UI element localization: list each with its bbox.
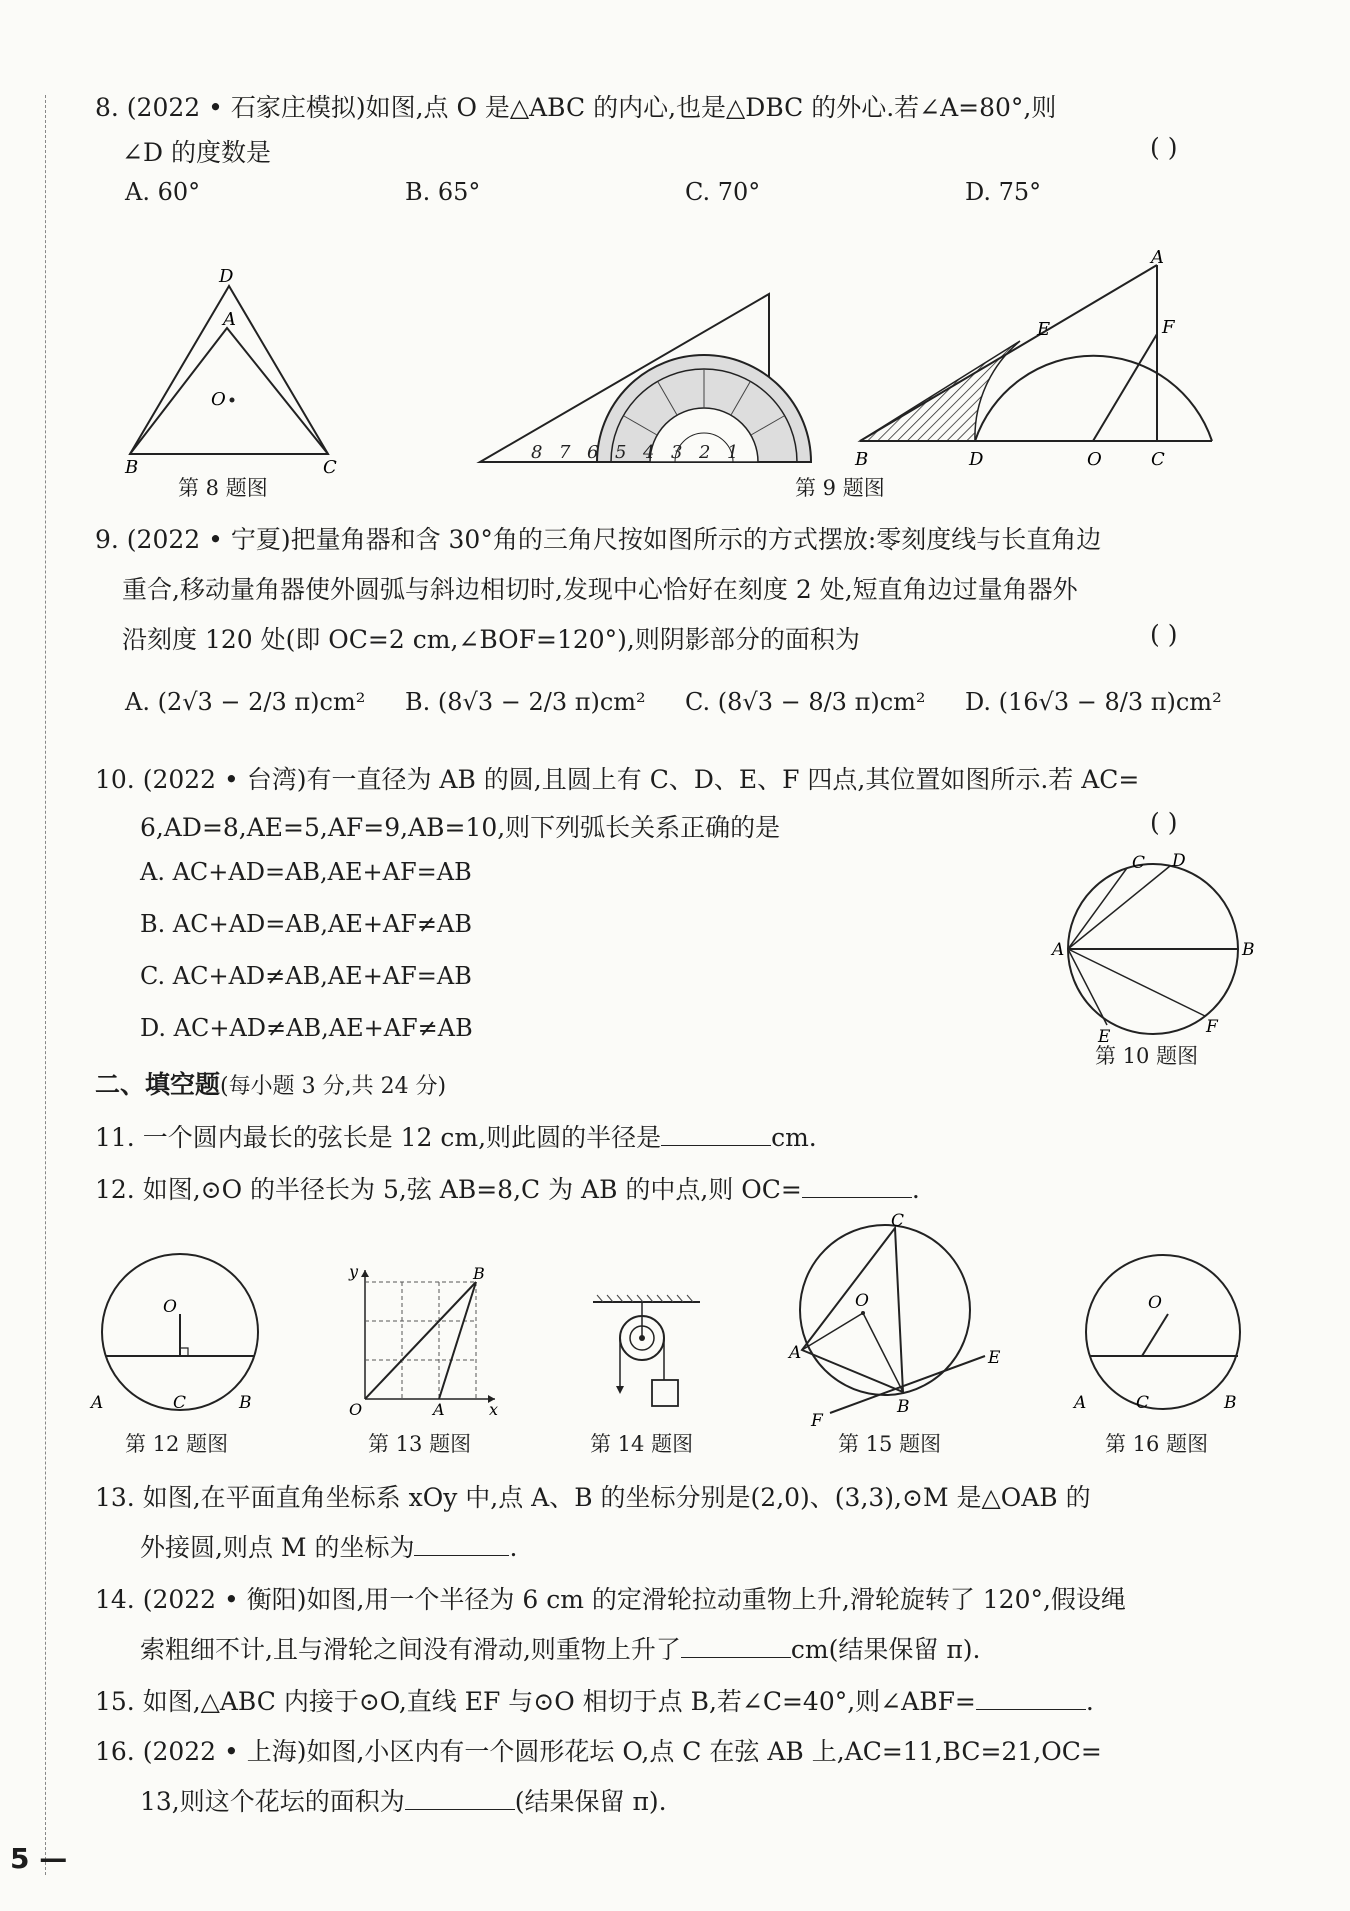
svg-text:O: O <box>163 1297 177 1317</box>
q8-option-d: D. 75° <box>965 178 1042 206</box>
q13-line1: 13. 如图,在平面直角坐标系 xOy 中,点 A、B 的坐标分别是(2,0)、(3,3),⊙M 是△OAB 的 <box>95 1483 1091 1512</box>
svg-text:F: F <box>811 1411 823 1431</box>
fig10-label-a: A <box>1052 940 1065 960</box>
svg-text:O: O <box>349 1400 363 1419</box>
ruler-num-8: 8 <box>531 442 543 463</box>
q11-blank[interactable] <box>661 1123 771 1146</box>
q8-line1: 8. (2022 • 石家庄模拟)如图,点 O 是△ABC 的内心,也是△DBC 的外心.若∠A=80°,则 <box>95 93 1057 122</box>
q13-figure <box>345 1262 505 1419</box>
q10-figure-caption: 第 10 题图 <box>1095 1044 1199 1068</box>
q14-blank[interactable] <box>681 1635 791 1658</box>
q9-figure-ruler-protractor <box>475 290 835 470</box>
q15-text: 15. 如图,△ABC 内接于⊙O,直线 EF 与⊙O 相切于点 B,若∠C=40°,则∠ABF= <box>95 1687 976 1716</box>
fig9-label-e: E <box>1037 319 1051 340</box>
fig8-label-a: A <box>223 309 236 330</box>
q11-text: 11. 一个圆内最长的弦长是 12 cm,则此圆的半径是 <box>95 1123 662 1152</box>
svg-text:y: y <box>349 1262 359 1281</box>
q10-line2: 6,AD=8,AE=5,AF=9,AB=10,则下列弧长关系正确的是 <box>140 813 781 842</box>
q13-line2 <box>140 1528 517 1564</box>
q9-line1: 9. (2022 • 宁夏)把量角器和含 30°角的三角尺按如图所示的方式摆放:零刻度线与长直角边 <box>95 525 1102 554</box>
fig8-label-o: O <box>211 389 226 410</box>
section-title <box>95 1065 446 1101</box>
q10-option-b: B. AC+AD=AB,AE+AF≠AB <box>140 910 473 938</box>
svg-text:B: B <box>1224 1393 1237 1413</box>
svg-text:x: x <box>489 1400 499 1419</box>
fig8-label-b: B <box>125 457 139 478</box>
q10-option-a: A. AC+AD=AB,AE+AF=AB <box>140 858 472 886</box>
q16-line1: 16. (2022 • 上海)如图,小区内有一个圆形花坛 O,点 C 在弦 AB 上,AC=11,BC=21,OC= <box>95 1737 1102 1766</box>
q9-line2: 重合,移动量角器使外圆弧与斜边相切时,发现中心恰好在刻度 2 处,短直角边过量角器外 <box>122 575 1078 604</box>
fig8-label-c: C <box>323 457 337 478</box>
fig9-label-c: C <box>1151 449 1165 470</box>
q8-option-c: C. 70° <box>685 178 761 206</box>
svg-text:A: A <box>433 1400 445 1419</box>
q15-figure <box>785 1211 1015 1431</box>
q9-option-a: A. (2√3 − 2/3 π)cm² <box>125 688 366 716</box>
ruler-num-1: 1 <box>727 442 739 463</box>
q8-answer-paren: ( ) <box>1150 133 1178 162</box>
q15-figure-caption: 第 15 题图 <box>838 1432 942 1456</box>
fig9-label-b: B <box>855 449 869 470</box>
svg-text:E: E <box>988 1348 1001 1368</box>
q10-figure <box>1052 851 1260 1047</box>
svg-text:B: B <box>239 1393 252 1413</box>
q12-blank[interactable] <box>802 1175 912 1198</box>
svg-text:C: C <box>891 1211 905 1231</box>
svg-text:B: B <box>897 1397 910 1417</box>
page-number: 5 — <box>10 1842 68 1875</box>
svg-text:C: C <box>1136 1393 1150 1413</box>
ruler-num-3: 3 <box>671 442 683 463</box>
fig9-label-f: F <box>1162 317 1175 338</box>
q12-text: 12. 如图,⊙O 的半径长为 5,弦 AB=8,C 为 AB 的中点,则 OC= <box>95 1175 802 1204</box>
fig9-label-o: O <box>1087 449 1102 470</box>
q16-figure <box>1074 1252 1270 1413</box>
q13-blank[interactable] <box>414 1533 509 1556</box>
q14-text: 索粗细不计,且与滑轮之间没有滑动,则重物上升了 <box>140 1635 681 1664</box>
fig10-label-d: D <box>1172 851 1186 871</box>
ruler-num-6: 6 <box>587 442 599 463</box>
q15-end: . <box>1085 1687 1094 1716</box>
q10-option-d: D. AC+AD≠AB,AE+AF≠AB <box>140 1014 473 1042</box>
fig9-label-a: A <box>1151 247 1164 268</box>
q16-line2 <box>140 1782 667 1818</box>
q14-end: cm(结果保留 π). <box>790 1635 981 1664</box>
q9-answer-paren: ( ) <box>1150 620 1178 649</box>
q9-option-d: D. (16√3 − 8/3 π)cm² <box>965 688 1222 716</box>
ruler-num-4: 4 <box>643 442 655 463</box>
q13-figure-caption: 第 13 题图 <box>368 1432 472 1456</box>
q12-end: . <box>911 1175 920 1204</box>
q15-line <box>95 1682 1094 1718</box>
fig10-label-b: B <box>1242 940 1255 960</box>
q15-blank[interactable] <box>976 1687 1086 1710</box>
fig10-label-f: F <box>1206 1017 1218 1037</box>
svg-text:A: A <box>1074 1393 1087 1413</box>
q12-figure-caption: 第 12 题图 <box>125 1432 229 1456</box>
q11-line <box>95 1118 817 1154</box>
svg-text:C: C <box>173 1393 187 1413</box>
q8-option-b: B. 65° <box>405 178 481 206</box>
fig10-label-c: C <box>1132 853 1146 873</box>
svg-text:A: A <box>91 1393 104 1413</box>
q13-end: . <box>509 1533 518 1562</box>
svg-text:A: A <box>789 1343 802 1363</box>
q14-line2 <box>140 1630 980 1666</box>
binding-margin-line <box>45 95 46 1875</box>
section-note: (每小题 3 分,共 24 分) <box>220 1074 447 1099</box>
q14-line1: 14. (2022 • 衡阳)如图,用一个半径为 6 cm 的定滑轮拉动重物上升,滑轮旋转了 120°,假设绳 <box>95 1585 1126 1614</box>
fig10-label-e: E <box>1098 1027 1111 1047</box>
q16-figure-caption: 第 16 题图 <box>1105 1432 1209 1456</box>
q12-line <box>95 1170 920 1206</box>
q8-line2: ∠D 的度数是 <box>122 138 271 167</box>
svg-text:O: O <box>855 1291 869 1311</box>
q10-line1: 10. (2022 • 台湾)有一直径为 AB 的圆,且圆上有 C、D、E、F 四点,其位置如图所示.若 AC= <box>95 765 1140 794</box>
q14-figure-caption: 第 14 题图 <box>590 1432 694 1456</box>
ruler-num-5: 5 <box>615 442 627 463</box>
q9-option-c: C. (8√3 − 8/3 π)cm² <box>685 688 926 716</box>
fig9-label-d: D <box>969 449 984 470</box>
q16-text: 13,则这个花坛的面积为 <box>140 1787 405 1816</box>
q9-figure-geometry <box>855 247 1225 470</box>
q9-line3: 沿刻度 120 处(即 OC=2 cm,∠BOF=120°),则阴影部分的面积为 <box>122 625 860 654</box>
q14-figure <box>585 1290 715 1420</box>
q8-figure-caption: 第 8 题图 <box>178 476 268 500</box>
svg-text:B: B <box>473 1264 485 1283</box>
q13-text: 外接圆,则点 M 的坐标为 <box>140 1533 415 1562</box>
q10-option-c: C. AC+AD≠AB,AE+AF=AB <box>140 962 472 990</box>
q16-end: (结果保留 π). <box>514 1787 667 1816</box>
section-title-text: 二、填空题 <box>95 1070 221 1099</box>
q12-figure <box>91 1252 305 1413</box>
q16-blank[interactable] <box>405 1787 515 1810</box>
svg-text:O: O <box>1148 1293 1162 1313</box>
q10-answer-paren: ( ) <box>1150 808 1178 837</box>
q11-unit: cm. <box>771 1123 817 1152</box>
ruler-num-7: 7 <box>559 442 571 463</box>
q9-figure-caption: 第 9 题图 <box>795 476 885 500</box>
ruler-num-2: 2 <box>699 442 711 463</box>
q9-option-b: B. (8√3 − 2/3 π)cm² <box>405 688 646 716</box>
q8-option-a: A. 60° <box>125 178 201 206</box>
q8-figure <box>115 266 345 478</box>
fig8-label-d: D <box>219 266 234 287</box>
